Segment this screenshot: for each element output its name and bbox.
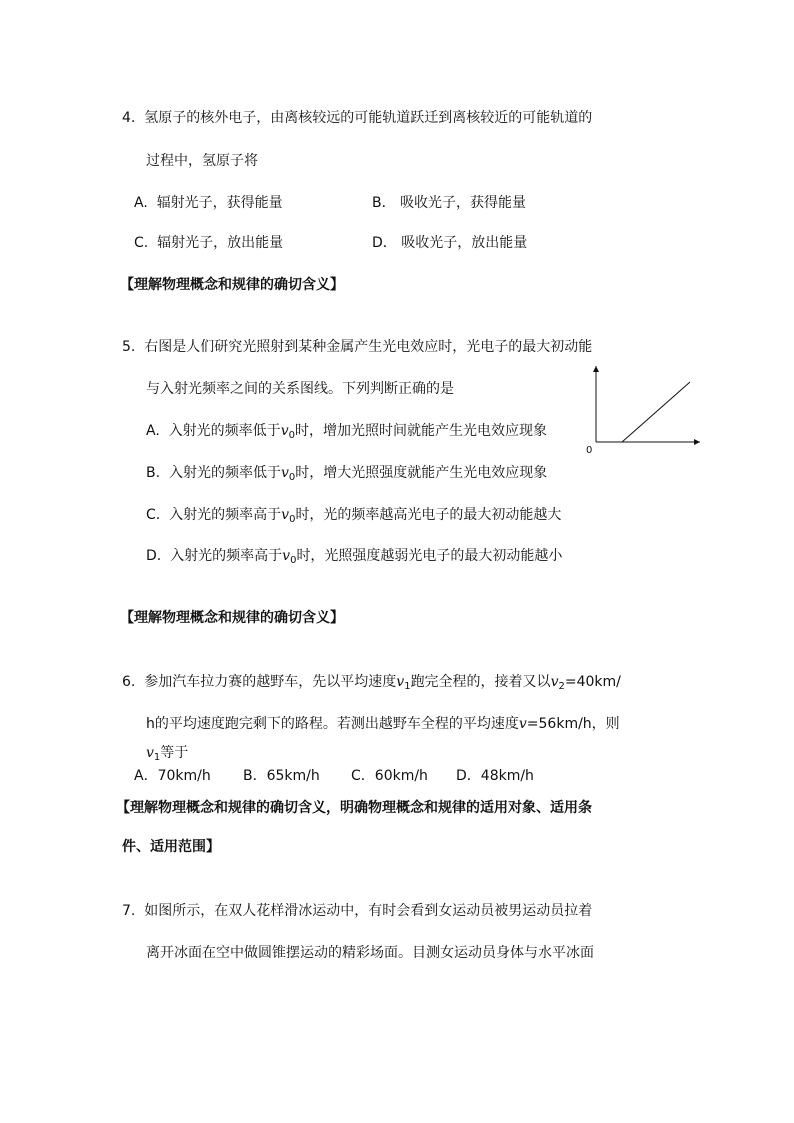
option-letter: C. [134,235,149,251]
var-v1-sub: 1 [404,681,411,692]
q4-stem-line1: 氢原子的核外电子，由离核较远的可能轨道跃迁到离核较近的可能轨道的 [144,110,593,126]
option-text: 吸收光子，获得能量 [400,195,527,211]
option-letter: A. [134,195,148,211]
q5-tag: 【理解物理概念和规律的确切含义】 [120,610,344,626]
var-v2: v [550,674,559,690]
var-sub: 0 [288,430,295,441]
var-v1-sub: 1 [153,752,161,763]
q6-option-c[interactable] [351,767,428,785]
var-v: v [282,548,291,564]
q5-graph [586,360,706,456]
option-letter: C. [146,507,161,523]
option-letter: B. [146,465,161,481]
graph-line [622,382,690,442]
graph-origin-label: 0 [586,445,593,456]
q5-option-c[interactable] [146,506,561,529]
q4-option-d[interactable] [372,234,527,252]
option-text: 辐射光子，获得能量 [156,195,283,211]
var-sub: 0 [289,514,296,525]
q6-line1 [122,673,621,696]
q6-option-d[interactable] [456,767,534,785]
option-letter: A. [146,423,160,439]
option-letter: D． [456,768,481,784]
q4-option-b[interactable] [372,194,526,212]
q6-text-c: =40km/ [564,674,621,690]
q7-stem-line2: 离开冰面在空中做圆锥摆运动的精彩场面。目测女运动员身体与水平冰面 [146,945,594,961]
option-text: 48km/h [480,768,534,784]
option-pre: 入射光的频率高于 [169,507,282,523]
var-v: v [518,716,527,732]
var-sub: 0 [290,555,297,566]
q5-option-d[interactable] [146,547,562,570]
q6-line3 [146,744,188,767]
q6-text-f: 等于 [160,745,189,761]
q6-text-b: 跑完全程的，接着又以 [410,674,551,690]
q5-stem-line2: 与入射光频率之间的关系图线。下列判断正确的是 [146,381,454,397]
q6-tag-line1: 【理解物理概念和规律的确切含义，明确物理概念和规律的适用对象、适用条 [116,800,592,816]
option-pre: 入射光的频率低于 [168,423,281,439]
q4-option-c[interactable] [134,234,283,252]
option-letter: C． [351,768,375,784]
q7-number: 7. [122,903,136,919]
option-pre: 入射光的频率高于 [170,548,283,564]
option-text: 65km/h [266,768,320,784]
option-text: 辐射光子，放出能量 [157,235,284,251]
q6-text-e: =56km/h，则 [526,716,620,732]
q6-line2 [146,715,620,733]
option-post: 时，增加光照时间就能产生光电效应现象 [294,423,547,439]
var-sub: 0 [288,472,296,483]
option-text: 吸收光子，放出能量 [401,235,528,251]
q5-stem-line1: 右图是人们研究光照射到某种金属产生光电效应时，光电子的最大初动能 [144,339,593,355]
q6-option-a[interactable] [134,767,211,785]
var-v2-sub: 2 [558,681,565,692]
option-letter: D． [372,235,397,251]
option-text: 60km/h [374,768,428,784]
q6-option-b[interactable] [243,767,320,785]
var-v: v [281,507,290,523]
q4-option-a[interactable] [134,194,283,212]
q5-number: 5. [122,339,136,355]
q6-number: 6. [122,674,136,690]
q4-number: 4. [122,110,136,126]
q5-option-a[interactable] [146,422,547,445]
var-v1: v [146,745,154,761]
option-post: 时，增大光照强度就能产生光电效应现象 [295,465,548,481]
q4-tag: 【理解物理概念和规律的确切含义】 [120,277,344,293]
var-v: v [280,423,289,439]
option-text: 70km/h [157,768,211,784]
option-letter: A． [134,768,158,784]
q5-option-b[interactable] [146,464,547,487]
q4-line1 [122,109,592,127]
var-v1: v [396,674,405,690]
option-letter: B． [243,768,267,784]
q4-stem-line2: 过程中，氢原子将 [146,153,258,169]
option-post: 时，光照强度越弱光电子的最大初动能越小 [296,548,563,564]
option-letter: D. [146,548,162,564]
option-post: 时，光的频率越高光电子的最大初动能越大 [295,507,562,523]
option-letter: B． [372,195,396,211]
var-v: v [280,465,289,481]
q5-line1 [122,338,592,356]
q6-text-a: 参加汽车拉力赛的越野车，先以平均速度 [144,674,397,690]
option-pre: 入射光的频率低于 [168,465,281,481]
q6-tag-line2: 件、适用范围】 [122,839,220,855]
q7-line1 [122,902,592,920]
q7-stem-line1: 如图所示，在双人花样滑冰运动中，有时会看到女运动员被男运动员拉着 [144,903,593,919]
q6-text-d: h的平均速度跑完剩下的路程。若测出越野车全程的平均速度 [146,716,519,732]
